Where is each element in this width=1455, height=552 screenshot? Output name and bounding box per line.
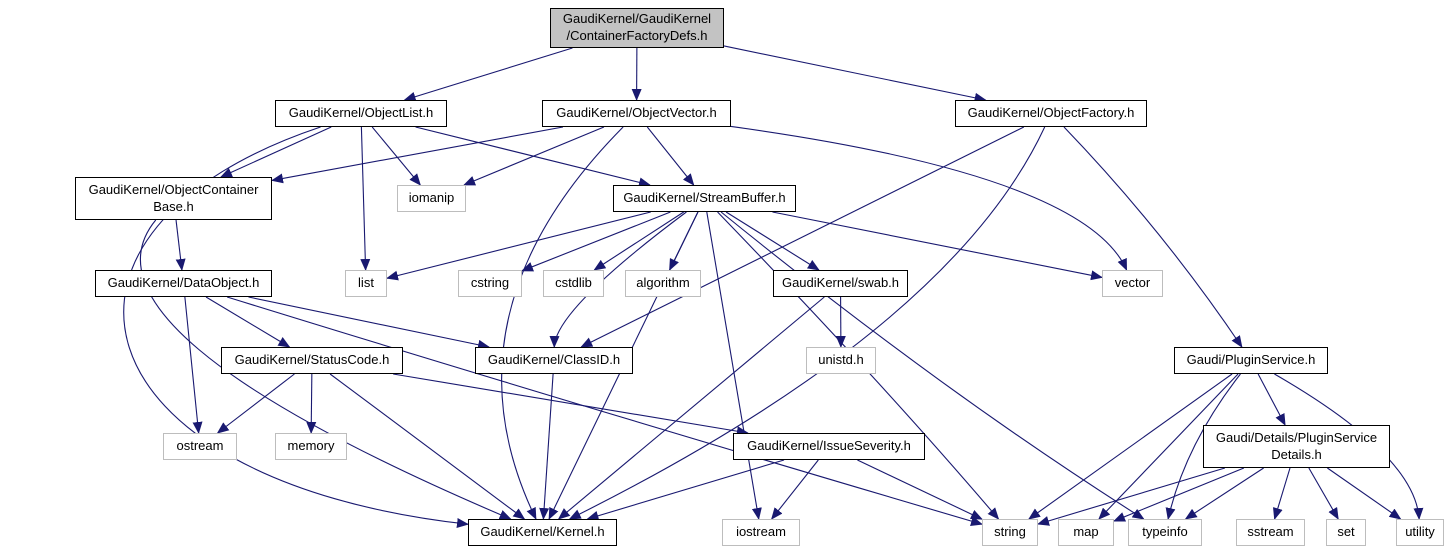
node-objvec[interactable] [542, 100, 731, 127]
node-psdetails[interactable] [1203, 425, 1390, 468]
edge-pluginsvc-to-string [1029, 374, 1232, 519]
node-cstring [458, 270, 522, 297]
node-objlist[interactable] [275, 100, 447, 127]
node-string [982, 519, 1038, 546]
node-cstdlib [543, 270, 604, 297]
node-label: set [1337, 524, 1355, 540]
node-typeinfo [1128, 519, 1202, 546]
edge-ocb-to-dataobj [176, 220, 182, 270]
node-memory [275, 433, 347, 460]
edge-streambuf-to-cstdlib [594, 212, 683, 270]
node-label: /ContainerFactoryDefs.h [566, 28, 708, 43]
edge-psdetails-to-set [1309, 468, 1338, 519]
node-label: unistd.h [818, 352, 864, 368]
edge-classid-to-kernel [543, 374, 553, 519]
node-label: Gaudi/Details/PluginService [1215, 429, 1378, 445]
node-algorithm [625, 270, 701, 297]
node-label: list [358, 275, 374, 291]
edge-objfac-to-pluginsvc [1064, 127, 1242, 347]
node-pluginsvc[interactable] [1174, 347, 1328, 374]
edge-objvec-to-kernel [502, 127, 624, 519]
node-label: GaudiKernel/ObjectFactory.h [967, 105, 1135, 121]
node-label: sstream [1247, 524, 1294, 540]
node-swab[interactable] [773, 270, 908, 297]
node-kernel[interactable] [468, 519, 617, 546]
node-label: GaudiKernel/DataObject.h [107, 275, 260, 291]
edge-issuesev-to-string [857, 460, 982, 519]
node-label: GaudiKernel/ObjectContainer [88, 181, 259, 197]
node-label: map [1073, 524, 1099, 540]
edge-dataobj-to-string [227, 297, 982, 524]
edge-statuscode-to-memory [311, 374, 312, 433]
node-label: GaudiKernel/Kernel.h [480, 524, 605, 540]
node-label: GaudiKernel/StatusCode.h [234, 352, 390, 368]
edge-streambuf-to-typeinfo [721, 212, 1144, 519]
node-ostream [163, 433, 237, 460]
edge-streambuf-to-vector [772, 212, 1102, 277]
edge-psdetails-to-string [1038, 468, 1225, 524]
node-label: ostream [176, 438, 224, 454]
edge-dataobj-to-ostream [185, 297, 199, 433]
edge-pluginsvc-to-psdetails [1258, 374, 1285, 425]
edge-psdetails-to-utility [1327, 468, 1400, 519]
node-label: cstdlib [555, 275, 592, 291]
edge-streambuf-to-iostream [707, 212, 759, 519]
edge-statuscode-to-kernel [330, 374, 524, 519]
node-label: GaudiKernel/ClassID.h [487, 352, 621, 368]
node-map [1058, 519, 1114, 546]
node-list [345, 270, 387, 297]
edge-objfac-to-classid [581, 127, 1024, 347]
node-label: GaudiKernel/StreamBuffer.h [623, 190, 786, 206]
node-label: Gaudi/PluginService.h [1186, 352, 1316, 368]
node-utility [1396, 519, 1444, 546]
edge-objvec-to-iomanip [464, 127, 604, 185]
edge-objlist-to-ocb [221, 127, 331, 177]
node-label: GaudiKernel/swab.h [781, 275, 900, 291]
node-label: vector [1114, 275, 1151, 291]
node-label: Base.h [153, 198, 194, 214]
node-label: iomanip [408, 190, 455, 206]
node-label: GaudiKernel/ObjectList.h [288, 105, 434, 121]
node-dataobj[interactable] [95, 270, 272, 297]
edge-objvec-to-ocb [272, 127, 563, 180]
node-label: memory [287, 438, 335, 454]
edge-statuscode-to-issuesev [393, 374, 748, 433]
node-root [550, 8, 724, 48]
edge-streambuf-to-swab [726, 212, 819, 270]
edge-dataobj-to-statuscode [206, 297, 289, 347]
node-objfac[interactable] [955, 100, 1147, 127]
node-unistd [806, 347, 876, 374]
edge-objvec-to-streambuf [647, 127, 693, 185]
edge-objlist-to-list [361, 127, 365, 270]
node-label: GaudiKernel/ObjectVector.h [556, 105, 717, 121]
node-vector [1102, 270, 1163, 297]
edge-root-to-objlist [405, 48, 573, 100]
edge-dataobj-to-classid [248, 297, 489, 347]
node-label: algorithm [636, 275, 690, 291]
edge-psdetails-to-sstream [1275, 468, 1290, 519]
node-iomanip [397, 185, 466, 212]
node-label: cstring [470, 275, 510, 291]
node-label: typeinfo [1142, 524, 1188, 540]
edge-issuesev-to-kernel [587, 460, 784, 519]
node-label: Details.h [1271, 446, 1322, 462]
edge-statuscode-to-ostream [218, 374, 295, 433]
node-classid[interactable] [475, 347, 633, 374]
node-label: iostream [736, 524, 786, 540]
edge-psdetails-to-map [1114, 468, 1244, 521]
node-statuscode[interactable] [221, 347, 403, 374]
node-label: GaudiKernel/IssueSeverity.h [747, 438, 911, 454]
node-label: utility [1405, 524, 1435, 540]
node-label: GaudiKernel/GaudiKernel [562, 11, 712, 27]
edge-streambuf-to-list [387, 212, 651, 278]
node-iostream [722, 519, 800, 546]
node-sstream [1236, 519, 1305, 546]
node-label: string [994, 524, 1026, 540]
node-ocb[interactable] [75, 177, 272, 220]
node-set [1326, 519, 1366, 546]
node-issuesev[interactable] [733, 433, 925, 460]
node-streambuf[interactable] [613, 185, 796, 212]
edge-objlist-to-iomanip [372, 127, 420, 185]
edge-root-to-objfac [724, 46, 986, 100]
